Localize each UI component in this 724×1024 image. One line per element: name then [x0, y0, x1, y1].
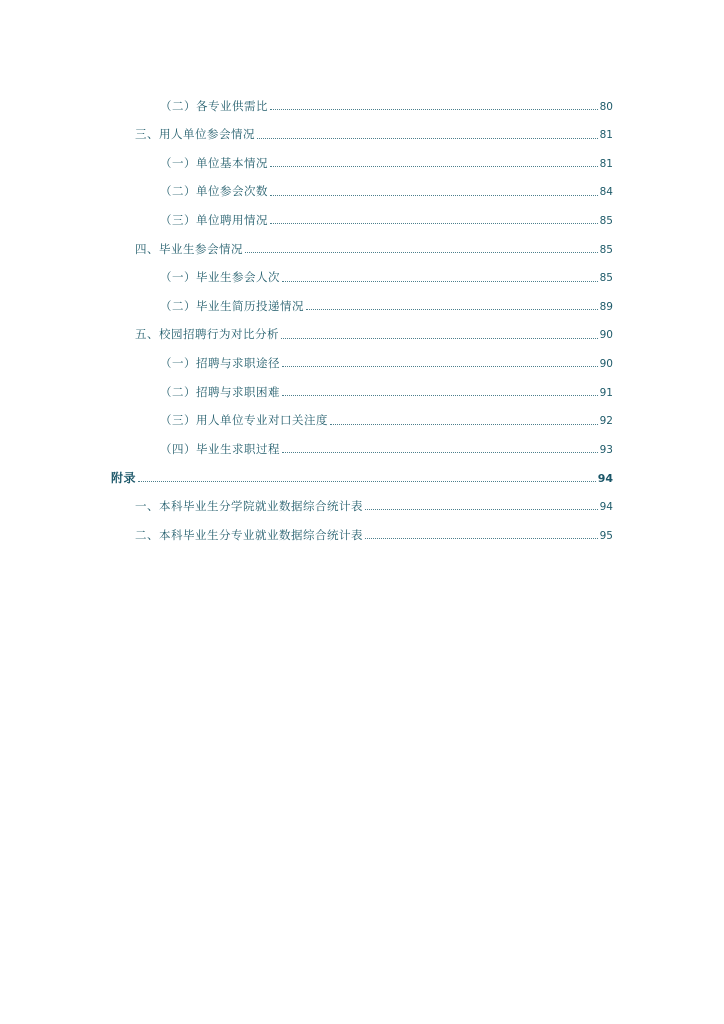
toc-page-number: 89: [599, 300, 613, 313]
toc-entry[interactable]: [111, 464, 613, 484]
toc-entry[interactable]: [135, 121, 613, 141]
toc-page-number: 84: [599, 186, 613, 199]
toc-entry[interactable]: [160, 378, 613, 398]
toc-entry-title: 三、用人单位参会情况: [135, 127, 255, 142]
dot-leader: [330, 423, 598, 425]
toc-entry[interactable]: [160, 92, 613, 112]
toc-entry-title: 五、校园招聘行为对比分析: [135, 327, 279, 342]
dot-leader: [257, 137, 598, 139]
dot-leader: [245, 251, 598, 253]
toc-page-number: 80: [599, 100, 613, 113]
toc-entry-title: （二）招聘与求职困难: [160, 384, 280, 399]
toc-page-number: 85: [599, 214, 613, 227]
toc-page-number: 85: [599, 243, 613, 256]
toc-entry[interactable]: [160, 292, 613, 312]
toc-entry[interactable]: [160, 178, 613, 198]
dot-leader: [282, 451, 598, 453]
dot-leader: [306, 308, 598, 310]
toc-entry[interactable]: [135, 521, 613, 541]
dot-leader: [282, 394, 598, 396]
dot-leader: [365, 508, 598, 510]
toc-page-number: 90: [599, 329, 613, 342]
toc-entry-title: （四）毕业生求职过程: [160, 441, 280, 456]
dot-leader: [138, 480, 596, 482]
dot-leader: [270, 222, 598, 224]
toc-entry-title: （一）毕业生参会人次: [160, 270, 280, 285]
toc-entry-title: 四、毕业生参会情况: [135, 241, 243, 256]
dot-leader: [282, 365, 598, 367]
toc-entry[interactable]: [135, 492, 613, 512]
toc-entry[interactable]: [160, 206, 613, 226]
toc-page-number: 91: [599, 386, 613, 399]
toc-entry-title: 附录: [111, 470, 137, 485]
dot-leader: [270, 194, 598, 196]
toc-entry-title: （三）单位聘用情况: [160, 212, 268, 227]
toc-entry[interactable]: [135, 235, 613, 255]
toc-entry[interactable]: [160, 435, 613, 455]
toc-entry[interactable]: [160, 407, 613, 427]
toc-entry-title: 二、本科毕业生分专业就业数据综合统计表: [135, 527, 363, 542]
toc-page-number: 93: [599, 443, 613, 456]
toc-page-number: 94: [599, 500, 613, 513]
toc-entry[interactable]: [160, 264, 613, 284]
toc-entry-title: （一）单位基本情况: [160, 155, 268, 170]
dot-leader: [281, 337, 598, 339]
toc-page-number: 95: [599, 529, 613, 542]
toc-page-number: 81: [599, 129, 613, 142]
toc-page-number: 90: [599, 357, 613, 370]
toc-entry[interactable]: [160, 149, 613, 169]
toc-entry-title: （三）用人单位专业对口关注度: [160, 413, 328, 428]
dot-leader: [270, 165, 598, 167]
toc-entry-title: （二）毕业生简历投递情况: [160, 298, 304, 313]
dot-leader: [282, 280, 598, 282]
dot-leader: [365, 537, 598, 539]
toc-page-number: 94: [597, 471, 613, 485]
toc-entry-title: 一、本科毕业生分学院就业数据综合统计表: [135, 498, 363, 513]
toc-entry[interactable]: [135, 321, 613, 341]
toc-page-number: 92: [599, 415, 613, 428]
toc-entry-title: （二）各专业供需比: [160, 98, 268, 113]
toc-page-number: 81: [599, 157, 613, 170]
toc-entry[interactable]: [160, 349, 613, 369]
toc-page-number: 85: [599, 272, 613, 285]
dot-leader: [270, 108, 598, 110]
toc-entry-title: （二）单位参会次数: [160, 184, 268, 199]
toc-entry-title: （一）招聘与求职途径: [160, 355, 280, 370]
